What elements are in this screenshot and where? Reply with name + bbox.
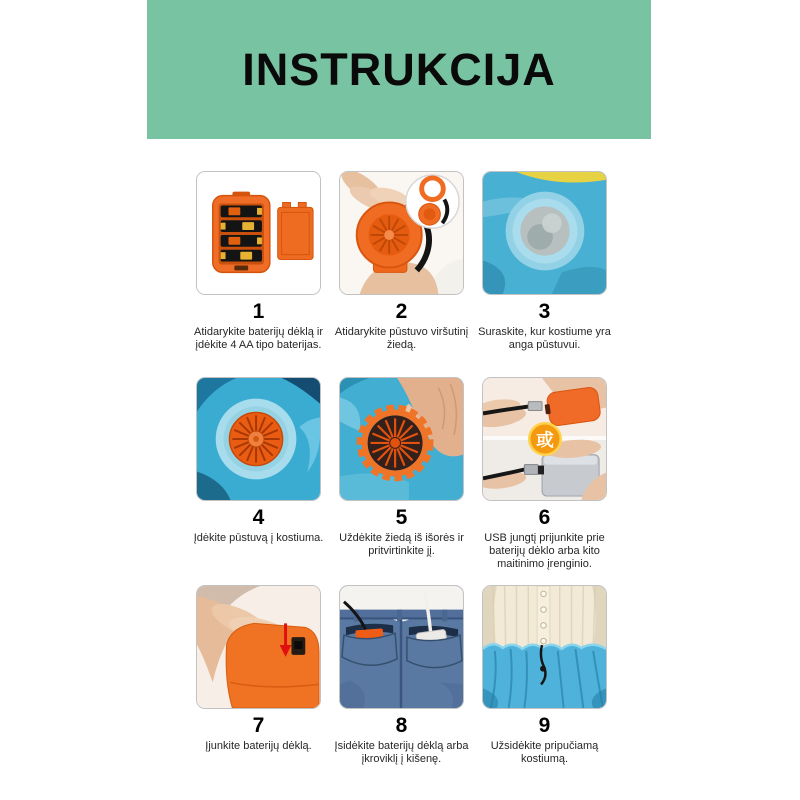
or-badge: 或 [536,429,554,450]
step-6 [482,377,607,585]
step-7-image [196,585,321,709]
step-8 [334,585,469,766]
step-caption: Įsidėkite baterijų dėklą arba įkroviklį į kišenę. [334,740,469,765]
costume-hole-icon [483,172,606,294]
step-number: 1 [252,300,265,323]
step-number: 5 [395,506,408,529]
step-1-image [196,171,321,295]
step-caption: Uždėkite žiedą iš išorės ir pritvirtinkite jį. [339,532,464,557]
step-5-image [339,377,464,501]
step-number: 4 [252,506,265,529]
step-3-image [482,171,607,295]
step-caption: Užsidėkite pripučiamą kostiumą. [490,740,599,765]
step-caption: Įdėkite pūstuvą į kostiuma. [193,532,324,544]
blower-in-hands-icon [340,172,463,294]
step-caption: Įjunkite baterijų dėklą. [205,740,312,752]
header-banner [147,0,651,139]
blower-in-costume-icon [197,378,320,500]
step-caption: Atidarykite pūstuvo viršutinį žiedą. [334,326,469,351]
ring-fastening-icon [340,378,463,500]
costume-waist-icon [483,586,606,708]
step-4 [193,377,324,585]
step-number: 6 [538,506,551,529]
step-6-image [482,377,607,501]
steps-grid [193,171,611,766]
power-switch-icon [197,586,320,708]
step-5 [339,377,464,585]
step-1 [193,171,323,377]
usb-connection-icon [483,378,606,500]
step-3 [478,171,611,377]
step-2 [334,171,469,377]
step-caption: Atidarykite baterijų dėklą ir įdėkite 4 AA tipo baterijas. [193,326,323,351]
battery-case-icon [197,172,320,294]
step-9 [482,585,607,766]
step-caption: Suraskite, kur kostiume yra anga pūstuvui. [478,326,611,351]
step-number: 8 [395,714,408,737]
step-number: 7 [252,714,265,737]
step-number: 2 [395,300,408,323]
step-caption: USB jungtį prijunkite prie baterijų dėklo arba kito maitinimo įrenginio. [484,532,605,570]
step-4-image [196,377,321,501]
step-7 [196,585,321,766]
page-title: INSTRUKCIJA [242,43,556,95]
step-2-image [339,171,464,295]
step-8-image [339,585,464,709]
step-number: 3 [538,300,551,323]
step-number: 9 [538,714,551,737]
step-9-image [482,585,607,709]
jeans-pockets-icon [340,586,463,708]
